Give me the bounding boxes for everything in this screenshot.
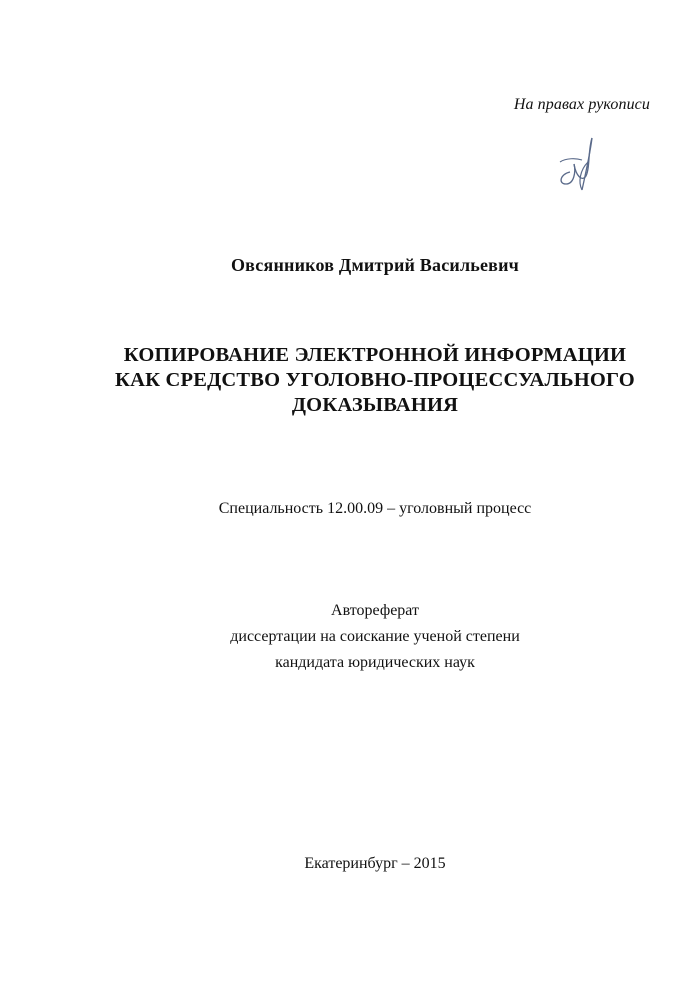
- dissertation-title: [0, 343, 700, 418]
- city-year: Екатеринбург – 2015: [304, 855, 446, 872]
- title-line: КАК СРЕДСТВО УГОЛОВНО-ПРОЦЕССУАЛЬНОГО: [115, 369, 635, 391]
- rights-notice: На правах рукописи: [513, 96, 650, 113]
- author-name: Овсянников Дмитрий Васильевич: [230, 255, 520, 275]
- abstract-line: Автореферат: [331, 602, 419, 619]
- abstract-block: [0, 598, 700, 676]
- abstract-line: кандидата юридических наук: [275, 654, 475, 671]
- specialty-line: Специальность 12.00.09 – уголовный процесс: [218, 500, 532, 517]
- abstract-line: диссертации на соискание ученой степени: [230, 628, 520, 645]
- title-line: КОПИРОВАНИЕ ЭЛЕКТРОННОЙ ИНФОРМАЦИИ: [123, 344, 627, 366]
- signature-icon: [552, 132, 598, 196]
- title-line: ДОКАЗЫВАНИЯ: [291, 394, 459, 416]
